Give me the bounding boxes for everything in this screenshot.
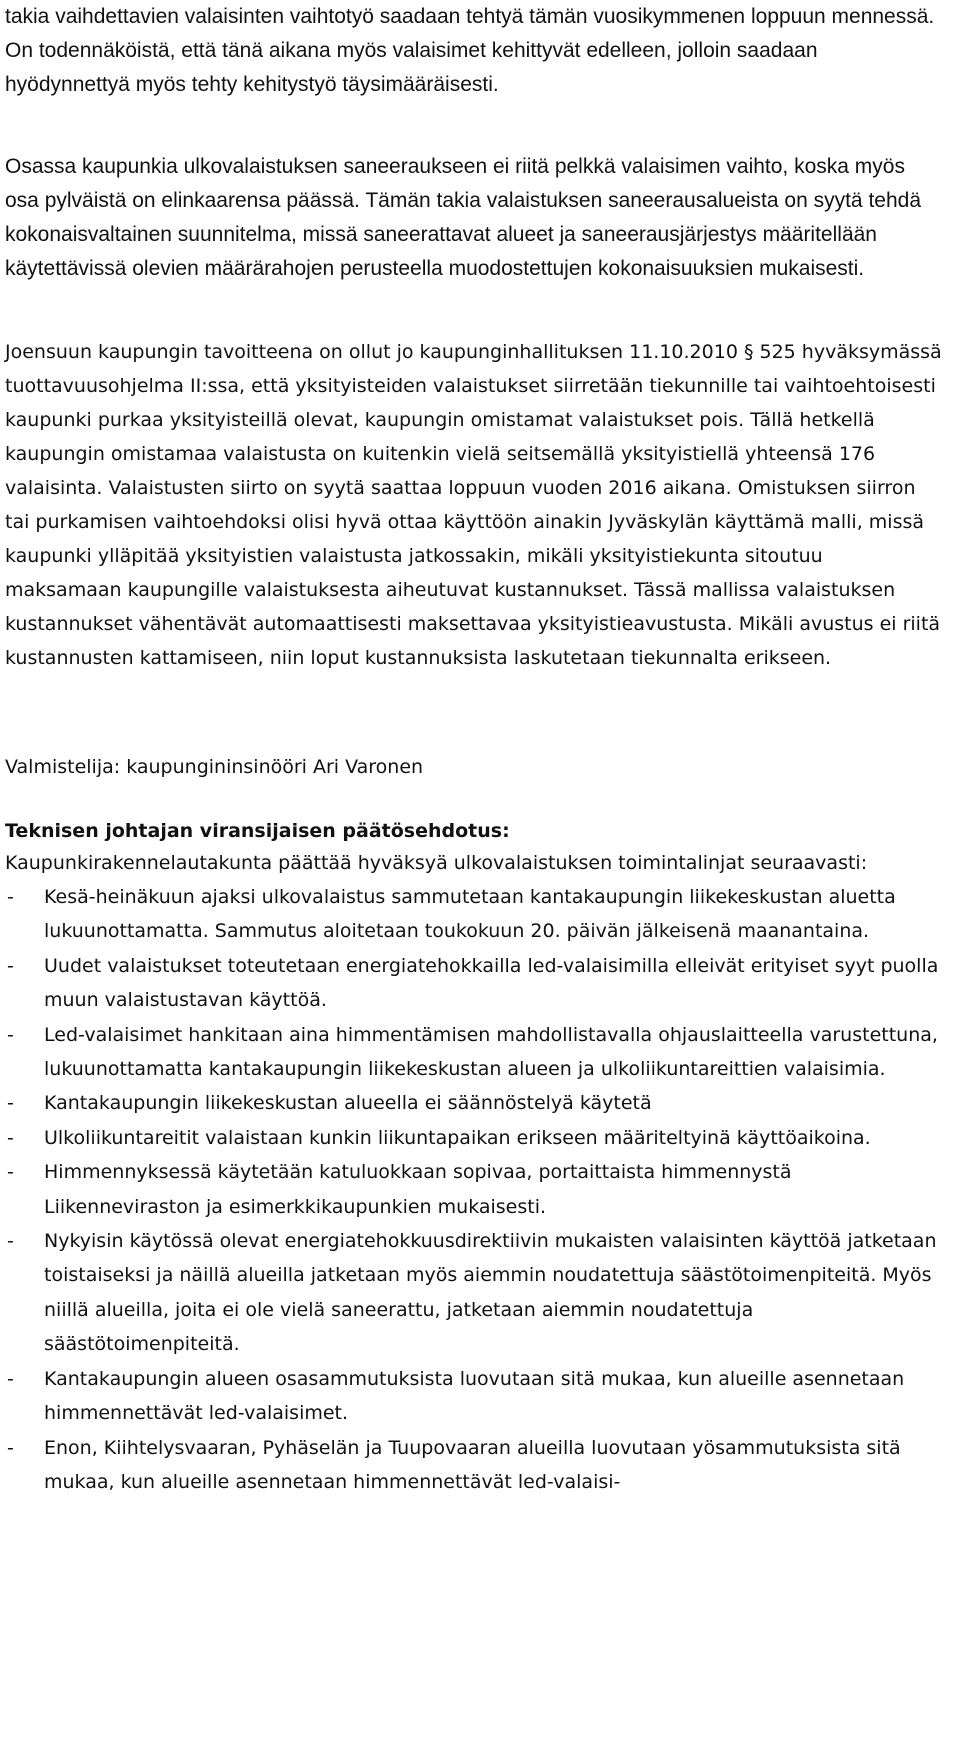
list-dash: - [7, 1092, 14, 1115]
list-item-text: Kantakaupungin alueen osasammutuksista luovutaan sitä mukaa, kun alueille asennetaan himmennettävät led-valaisimet. [44, 1367, 905, 1425]
paragraph-goal: Joensuun kaupungin tavoitteena on ollut jo kaupunginhallituksen 11.10.2010 § 525 hyväksymässä tuottavuusohjelma II:ssa, että yksityisteiden valaistukset siirretään tiekunnille tai vaihtoehtoisesti kaupunki purkaa yksityisteillä olevat, kaupungin omistamat valaistukset pois. Tällä hetkellä kaupungin omistamaa valaistusta on kuitenkin vielä seitsemällä yksityistiellä yhteensä 176 valaisinta. Valaistusten siirto on syytä saattaa loppuun vuoden 2016 aikana. Omistuksen siirron tai purkamisen vaihtoehdoksi olisi hyvä ottaa käyttöön ainakin Jyväskylän käyttämä malli, missä kaupunki ylläpitää yksityistien valaistusta jatkossakin, mikäli yksityistiekunta sitoutuu maksamaan kaupungille valaistuksesta aiheutuvat kustannukset. Tässä mallissa valaistuksen kustannukset vähentävät automaattisesti maksettavaa yksityistieavustusta. Mikäli avustus ei riitä kustannusten kattamiseen, niin loput kustannuksista laskutetaan tiekunnalta erikseen. [5, 341, 942, 669]
list-item-text: Ulkoliikuntareitit valaistaan kunkin liikuntapaikan erikseen määriteltyinä käyttöaikoina. [44, 1126, 871, 1149]
paragraph-renovation: Osassa kaupunkia ulkovalaistuksen saneeraukseen ei riitä pelkkä valaisimen vaihto, koska myös osa pylväistä on elinkaarensa päässä. Tämän takia valaistuksen saneerausalueista on syytä tehdä kokonaisvaltainen suunnitelma, missä saneerattavat alueet ja saneerausjärjestys määritellään käytettävissä olevien määrärahojen perusteella muodostettujen kokonaisuuksien mukaisesti. [5, 155, 922, 280]
list-item [5, 1086, 945, 1120]
list-item [5, 1224, 945, 1362]
list-item-text: Uudet valaistukset toteutetaan energiatehokkailla led-valaisimilla elleivät erityiset syyt puolla muun valaistustavan käyttöä. [44, 954, 939, 1012]
list-dash: - [7, 1023, 14, 1046]
list-item-text: Nykyisin käytössä olevat energiatehokkuusdirektiivin mukaisten valaisinten käyttöä jatketaan toistaiseksi ja näillä alueilla jatketaan myös aiemmin noudatettuja säästötoimenpiteitä. Myös niillä alueilla, joita ei ole vielä saneerattu, jatketaan aiemmin noudatettuja säästötoimenpiteitä. [44, 1230, 937, 1356]
paragraph-intro: takia vaihdettavien valaisinten vaihtotyö saadaan tehtyä tämän vuosikymmenen loppuun mennessä. On todennäköistä, että tänä aikana myös valaisimet kehittyvät edelleen, jolloin saadaan hyödynnettyä myös tehty kehitystyö täysimääräisesti. [5, 5, 935, 96]
list-item-text: Himmennyksessä käytetään katuluokkaan sopivaa, portaittaista himmennystä Liikenneviraston ja esimerkkikaupunkien mukaisesti. [44, 1161, 792, 1218]
list-item-text: Enon, Kiihtelysvaaran, Pyhäselän ja Tuupovaaran alueilla luovutaan yösammutuksista sitä mukaa, kun alueille asennetaan himmennettävät led-valaisi- [44, 1436, 901, 1493]
list-dash: - [7, 1367, 14, 1390]
list-item [5, 1431, 945, 1500]
list-item-text: Kantakaupungin liikekeskustan alueella ei säännöstelyä käytetä [44, 1092, 652, 1115]
preparer-line: Valmistelija: kaupungininsinööri Ari Varonen [5, 756, 424, 778]
list-dash: - [7, 1126, 14, 1149]
list-item-text: Led-valaisimet hankitaan aina himmentämisen mahdollistavalla ohjauslaitteella varustettuna, lukuunottamatta kantakaupungin liikekeskustan alueen ja ulkoliikuntareittien valaisimia. [44, 1023, 938, 1081]
list-dash: - [7, 1161, 14, 1184]
proposal-intro: Kaupunkirakennelautakunta päättää hyväksyä ulkovalaistuksen toimintalinjat seuraavasti: [5, 852, 868, 874]
list-item-text: Kesä-heinäkuun ajaksi ulkovalaistus sammutetaan kantakaupungin liikekeskustan aluetta lukuunottamatta. Sammutus aloitetaan toukokuun 20. päivän jälkeisenä maanantaina. [44, 886, 896, 943]
list-item [5, 949, 945, 1018]
list-item [5, 1155, 945, 1224]
list-dash: - [7, 1230, 14, 1253]
proposal-heading: Teknisen johtajan viransijaisen päätösehdotus: [5, 820, 510, 842]
list-dash: - [7, 1436, 14, 1459]
list-dash: - [7, 954, 14, 977]
list-item [5, 1362, 945, 1431]
list-item [5, 1121, 945, 1155]
list-item [5, 1018, 945, 1087]
policy-list [5, 880, 945, 1499]
list-item [5, 880, 945, 949]
list-dash: - [7, 886, 14, 908]
